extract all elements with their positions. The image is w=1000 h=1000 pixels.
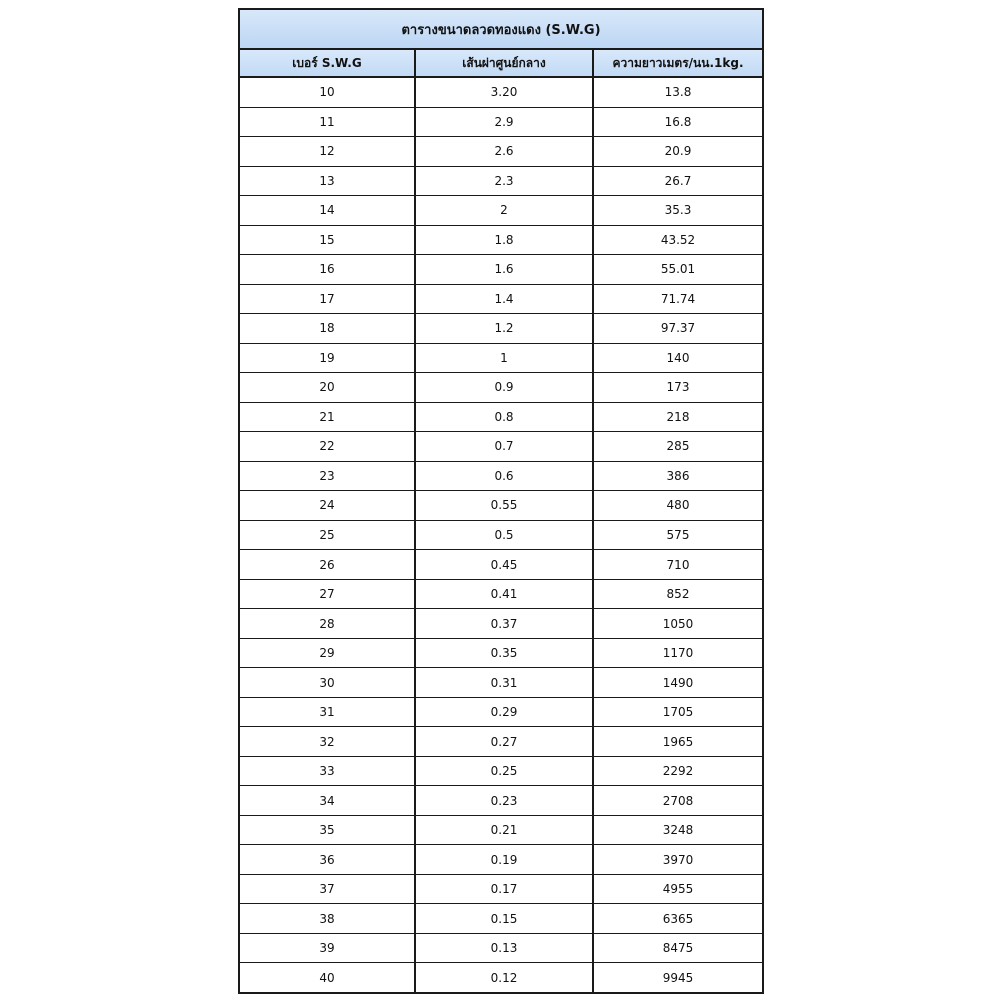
cell-length-per-kg: 1170 <box>662 646 694 661</box>
cell-length-per-kg: 35.3 <box>664 203 692 218</box>
table-row <box>240 285 762 315</box>
cell-swg-number: 21 <box>240 403 416 432</box>
cell-diameter: 0.9 <box>416 373 594 402</box>
cell-swg-number: 40 <box>240 963 416 992</box>
cell-length-per-kg: 852 <box>666 587 690 602</box>
cell-swg-number: 26 <box>240 550 416 579</box>
table-row <box>240 403 762 433</box>
table-row <box>240 196 762 226</box>
table-row <box>240 609 762 639</box>
table-row <box>240 727 762 757</box>
table-row <box>240 432 762 462</box>
table-row <box>240 786 762 816</box>
cell-diameter: 0.5 <box>416 521 594 550</box>
cell-swg-number: 17 <box>240 285 416 314</box>
cell-diameter: 0.8 <box>416 403 594 432</box>
cell-diameter: 1.8 <box>416 226 594 255</box>
table-row <box>240 226 762 256</box>
cell-diameter: 0.29 <box>416 698 594 727</box>
table-row <box>240 904 762 934</box>
cell-length-per-kg: 97.37 <box>660 321 696 336</box>
cell-length-per-kg: 2708 <box>662 793 694 808</box>
cell-length-per-kg: 20.9 <box>664 144 692 159</box>
cell-swg-number: 13 <box>240 167 416 196</box>
cell-swg-number: 35 <box>240 816 416 845</box>
table-row <box>240 491 762 521</box>
cell-swg-number: 11 <box>240 108 416 137</box>
table-header-row <box>240 50 762 78</box>
header-diameter: เส้นผ่าศูนย์กลาง <box>416 50 594 76</box>
cell-length-per-kg: 71.74 <box>660 291 696 306</box>
cell-diameter: 0.41 <box>416 580 594 609</box>
cell-swg-number: 37 <box>240 875 416 904</box>
cell-diameter: 1 <box>416 344 594 373</box>
table-row <box>240 108 762 138</box>
cell-diameter: 0.25 <box>416 757 594 786</box>
cell-diameter: 1.2 <box>416 314 594 343</box>
cell-swg-number: 19 <box>240 344 416 373</box>
cell-length-per-kg: 386 <box>666 468 690 483</box>
cell-swg-number: 14 <box>240 196 416 225</box>
cell-diameter: 0.21 <box>416 816 594 845</box>
cell-length-per-kg: 1050 <box>662 616 694 631</box>
cell-swg-number: 24 <box>240 491 416 520</box>
cell-length-per-kg: 710 <box>666 557 690 572</box>
cell-diameter: 0.27 <box>416 727 594 756</box>
cell-diameter: 2.6 <box>416 137 594 166</box>
table-row <box>240 639 762 669</box>
cell-length-per-kg: 575 <box>666 527 690 542</box>
cell-length-per-kg: 1705 <box>662 705 694 720</box>
cell-diameter: 0.35 <box>416 639 594 668</box>
cell-swg-number: 30 <box>240 668 416 697</box>
table-row <box>240 167 762 197</box>
cell-swg-number: 34 <box>240 786 416 815</box>
cell-swg-number: 12 <box>240 137 416 166</box>
cell-length-per-kg: 43.52 <box>660 232 696 247</box>
cell-swg-number: 16 <box>240 255 416 284</box>
cell-length-per-kg: 55.01 <box>660 262 696 277</box>
cell-swg-number: 28 <box>240 609 416 638</box>
table-row <box>240 963 762 992</box>
cell-diameter: 0.15 <box>416 904 594 933</box>
cell-swg-number: 32 <box>240 727 416 756</box>
cell-diameter: 2.3 <box>416 167 594 196</box>
table-row <box>240 816 762 846</box>
cell-swg-number: 15 <box>240 226 416 255</box>
table-row <box>240 580 762 610</box>
cell-diameter: 0.7 <box>416 432 594 461</box>
cell-length-per-kg: 3970 <box>662 852 694 867</box>
cell-swg-number: 29 <box>240 639 416 668</box>
cell-length-per-kg: 1490 <box>662 675 694 690</box>
cell-diameter: 0.17 <box>416 875 594 904</box>
cell-length-per-kg: 2292 <box>662 764 694 779</box>
cell-diameter: 0.37 <box>416 609 594 638</box>
cell-swg-number: 10 <box>240 78 416 107</box>
table-row <box>240 462 762 492</box>
cell-diameter: 0.31 <box>416 668 594 697</box>
table-row <box>240 757 762 787</box>
table-row <box>240 521 762 551</box>
cell-swg-number: 22 <box>240 432 416 461</box>
cell-length-per-kg: 9945 <box>662 970 694 985</box>
cell-diameter: 3.20 <box>416 78 594 107</box>
cell-swg-number: 25 <box>240 521 416 550</box>
cell-swg-number: 39 <box>240 934 416 963</box>
cell-length-per-kg: 4955 <box>662 882 694 897</box>
table-row <box>240 875 762 905</box>
header-length-per-kg: ความยาวเมตร/นน.1kg. <box>612 55 744 70</box>
cell-length-per-kg: 3248 <box>662 823 694 838</box>
cell-swg-number: 31 <box>240 698 416 727</box>
cell-diameter: 2 <box>416 196 594 225</box>
table-row <box>240 373 762 403</box>
cell-diameter: 0.45 <box>416 550 594 579</box>
wire-size-table <box>238 8 764 994</box>
cell-diameter: 1.4 <box>416 285 594 314</box>
table-row <box>240 78 762 108</box>
cell-length-per-kg: 480 <box>666 498 690 513</box>
cell-diameter: 1.6 <box>416 255 594 284</box>
cell-swg-number: 36 <box>240 845 416 874</box>
cell-diameter: 0.23 <box>416 786 594 815</box>
cell-length-per-kg: 285 <box>666 439 690 454</box>
cell-length-per-kg: 218 <box>666 409 690 424</box>
cell-swg-number: 38 <box>240 904 416 933</box>
cell-length-per-kg: 26.7 <box>664 173 692 188</box>
table-title: ตารางขนาดลวดทองแดง (S.W.G) <box>240 10 762 50</box>
cell-swg-number: 20 <box>240 373 416 402</box>
cell-length-per-kg: 8475 <box>662 941 694 956</box>
table-row <box>240 344 762 374</box>
cell-diameter: 0.13 <box>416 934 594 963</box>
cell-swg-number: 33 <box>240 757 416 786</box>
cell-diameter: 0.55 <box>416 491 594 520</box>
header-swg-number: เบอร์ S.W.G <box>240 50 416 76</box>
cell-diameter: 0.19 <box>416 845 594 874</box>
cell-diameter: 2.9 <box>416 108 594 137</box>
cell-length-per-kg: 173 <box>666 380 690 395</box>
cell-diameter: 0.12 <box>416 963 594 992</box>
table-row <box>240 934 762 964</box>
cell-swg-number: 27 <box>240 580 416 609</box>
table-row <box>240 255 762 285</box>
table-row <box>240 137 762 167</box>
cell-swg-number: 23 <box>240 462 416 491</box>
cell-length-per-kg: 1965 <box>662 734 694 749</box>
table-row <box>240 698 762 728</box>
cell-swg-number: 18 <box>240 314 416 343</box>
cell-length-per-kg: 13.8 <box>664 85 692 100</box>
table-row <box>240 845 762 875</box>
table-row <box>240 550 762 580</box>
table-row <box>240 668 762 698</box>
cell-diameter: 0.6 <box>416 462 594 491</box>
cell-length-per-kg: 16.8 <box>664 114 692 129</box>
table-body <box>240 78 762 992</box>
table-row <box>240 314 762 344</box>
cell-length-per-kg: 6365 <box>662 911 694 926</box>
cell-length-per-kg: 140 <box>666 350 690 365</box>
